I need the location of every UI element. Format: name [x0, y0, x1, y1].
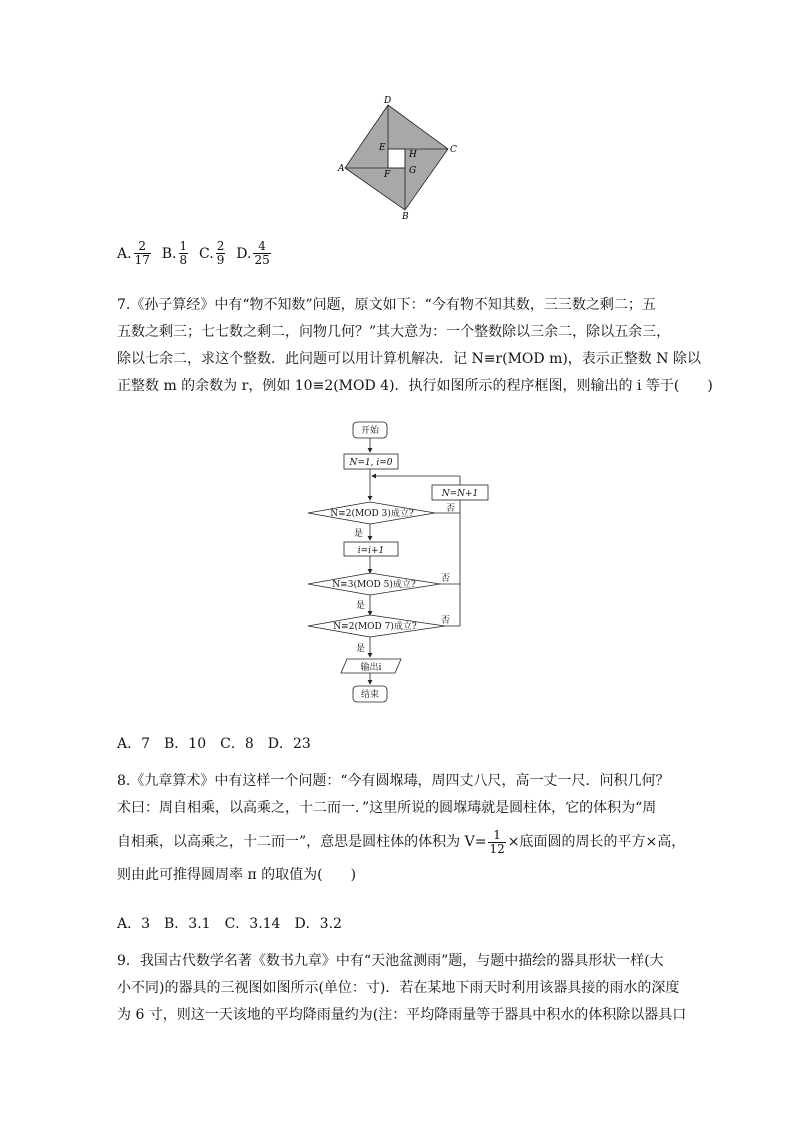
label-G: G	[409, 166, 417, 176]
q6-option-c: C. $\frac{2}{9}$	[199, 239, 225, 267]
q8-line-4: 则由此可推得圆周率 π 的取值为( )	[117, 867, 357, 883]
label-C: C	[450, 145, 457, 155]
fc-no-label-1: 否	[446, 504, 456, 514]
inner-square	[388, 149, 405, 168]
q7-line-3: 除以七余二，求这个整数．此问题可以用计算机解决．记 N≡r(MOD m)，表示正整数 N 除以	[117, 351, 701, 367]
q6-option-d: D. $\frac{4}{25}$	[236, 239, 270, 267]
q7-line-4: 正整数 m 的余数为 r，例如 10≡2(MOD 4)．执行如图所示的程序框图，则输出的 i 等于( )	[117, 378, 713, 394]
fc-output-text: 输出i	[360, 663, 382, 673]
label-D: D	[384, 96, 392, 106]
fc-init-text: N=1, i=0	[349, 458, 393, 468]
q6-options	[117, 240, 273, 267]
fc-loop-text: N=N+1	[441, 489, 479, 499]
flowchart	[300, 418, 500, 710]
square-figure	[330, 92, 470, 222]
label-A: A	[338, 164, 345, 174]
q9-line-2: 小不同)的器具的三视图如图所示(单位：寸)．若在某地下雨天时利用该器具接的雨水的深度	[117, 980, 680, 996]
fc-no-label-3: 否	[441, 616, 451, 626]
fc-start-text: 开始	[360, 426, 380, 436]
fc-yes-label-3: 是	[356, 644, 366, 654]
fc-inc-text: i=i+1	[357, 546, 385, 556]
q8-line-2: 术曰：周自相乘，以高乘之，十二而一．”这里所说的圆堢瑇就是圆柱体，它的体积为“周	[117, 800, 657, 816]
q8-line-1: 8.《九章算术》中有这样一个问题：“今有圆堢瑇，周四丈八尺，高一丈一尺．问积几何？	[117, 773, 670, 789]
q7-options: A．7 B．10 C．8 D．23	[117, 736, 311, 752]
fc-yes-label-2: 是	[356, 601, 366, 611]
fc-yes-label-1: 是	[354, 529, 364, 539]
question-9	[117, 948, 687, 1029]
question-7	[117, 292, 713, 400]
label-F: F	[384, 170, 391, 180]
q8-fraction: $\frac{1}{12}$	[489, 827, 505, 856]
q7-line-2: 五数之剩三；七七数之剩二，问物几何？”其大意为：一个整数除以三余二，除以五余三，	[117, 324, 671, 340]
q7-line-1: 7.《孙子算经》中有“物不知数”问题，原文如下：“今有物不知其数，三三数之剩二；五	[117, 297, 656, 313]
q6-option-a: A. $\frac{2}{17}$	[117, 239, 150, 267]
fc-cond3-text: N≡2(MOD 7)成立?	[333, 622, 417, 632]
question-8	[117, 768, 686, 889]
fc-end-text: 结束	[360, 690, 380, 700]
label-H: H	[409, 150, 417, 160]
label-E: E	[379, 143, 386, 153]
fc-cond2-text: N≡3(MOD 5)成立?	[332, 580, 416, 590]
q8-line-3: 自相乘，以高乘之，十二而一”，意思是圆柱体的体积为 V= $\frac{1}{12}$ ×底面圆的周长的平方×高，	[117, 827, 686, 856]
q9-line-3: 为 6 寸，则这一天该地的平均降雨量约为(注：平均降雨量等于器具中积水的体积除以器具口	[117, 1007, 687, 1023]
fc-cond1-text: N≡2(MOD 3)成立?	[330, 509, 414, 519]
label-B: B	[402, 212, 409, 222]
q9-line-1: 9．我国古代数学名著《数书九章》中有“天池盆测雨”题，与题中描绘的器具形状一样(大	[117, 953, 664, 969]
q8-options: A．3 B．3.1 C．3.14 D．3.2	[117, 916, 342, 932]
fc-no-label-2: 否	[441, 574, 451, 584]
q6-option-b: B. $\frac{1}{8}$	[161, 239, 188, 267]
